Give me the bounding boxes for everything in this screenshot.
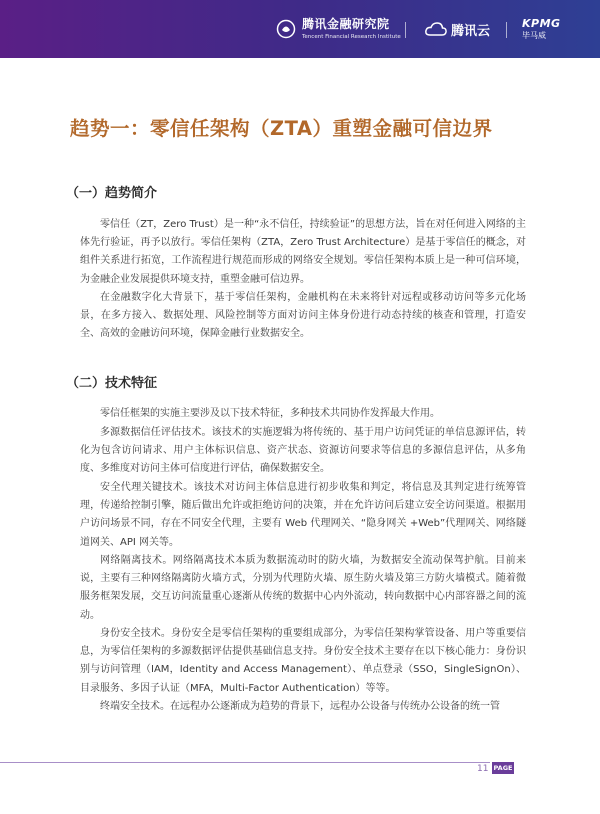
paragraph: 在金融数字化大背景下，基于零信任架构，金融机构在未来将针对远程或移动访问等多元化场景，在多方接入、数据处理、风险控制等方面对访问主体身份进行动态持续的核查和管理，打造安全、高效的金融访问环境，保障金融行业数据安全。	[80, 292, 526, 340]
tencent-finance-emblem-icon	[276, 19, 296, 39]
paragraph: 零信任框架的实施主要涉及以下技术特征，多种技术共同协作发挥最大作用。	[100, 408, 440, 419]
page-badge: PAGE	[493, 764, 513, 772]
page-title: 趋势一：零信任架构（ZTA）重塑金融可信边界	[70, 117, 493, 140]
cloud-icon	[425, 22, 447, 36]
section-heading-intro: （一）趋势简介	[66, 186, 158, 201]
footer-divider	[0, 762, 490, 763]
kpmg-name-cn: 毕马威	[522, 30, 546, 40]
paragraph: 网络隔离技术。网络隔离技术本质为数据流动时的防火墙，为数据安全流动保驾护航。目前来说，主要有三种网络隔离防火墙方式，分别为代理防火墙、原生防火墙及第三方防火墙模式。随着微服务框架发展，交互访问流量重心逐渐从传统的数据中心内外流动，转向数据中心内部容器之间的流动。	[80, 555, 526, 621]
paragraph: 安全代理关键技术。该技术对访问主体信息进行初步收集和判定，将信息及其判定进行统筹管理，传递给控制引擎，随后做出允许或拒绝访问的决策，并在允许访问后建立安全访问渠道。根据用户访问场景不同，存在不同安全代理，主要有 Web 代理网关、“隐身网关 +Web”代理网关、网络隧道网关、API 网关等。	[80, 482, 526, 548]
page-number: 11	[477, 764, 489, 774]
tencent-finance-name-en: Tencent Financial Research Institute	[302, 33, 401, 40]
paragraph: 身份安全技术。身份安全是零信任架构的重要组成部分，为零信任架构掌管设备、用户等重要信息，为零信任架构的多源数据评估提供基础信息支持。身份安全技术主要存在以下核心能力：身份识别与访问管理（IAM，Identity and Access Management）、单点登录（SSO，SingleSignOn）、目录服务、多因子认证（MFA，Multi-Factor Authentication）等等。	[80, 628, 526, 694]
header-banner	[0, 0, 600, 58]
tencent-finance-name-cn: 腾讯金融研究院	[302, 17, 390, 32]
header-divider	[405, 22, 406, 38]
paragraph: 零信任（ZT，Zero Trust）是一种“永不信任，持续验证”的思想方法，旨在对任何进入网络的主体先行验证，再予以放行。零信任架构（ZTA，Zero Trust Architecture）是基于零信任的概念，对组件关系进行拓宽，工作流程进行规范而形成的网络安全规划。零信任架构本质上是一种可信环境，为金融企业发展提供环境支持，重塑金融可信边界。	[80, 219, 526, 285]
paragraph: 多源数据信任评估技术。该技术的实施逻辑为将传统的、基于用户访问凭证的单信息源评估，转化为包含访问请求、用户主体标识信息、资产状态、资源访问要求等信息的多源信息评估，从多角度、多维度对访问主体可信度进行评估，确保数据安全。	[80, 427, 526, 475]
tencent-cloud-logo	[425, 0, 490, 58]
kpmg-logo	[522, 0, 561, 58]
tencent-cloud-name: 腾讯云	[451, 23, 491, 39]
section-heading-tech: （二）技术特征	[66, 376, 158, 391]
kpmg-name-en: KPMG	[522, 17, 561, 31]
paragraph: 终端安全技术。在远程办公逐渐成为趋势的背景下，远程办公设备与传统办公设备的统一管	[100, 701, 500, 712]
page-footer	[0, 762, 600, 778]
header-divider	[506, 22, 507, 38]
tencent-finance-logo	[276, 0, 401, 58]
